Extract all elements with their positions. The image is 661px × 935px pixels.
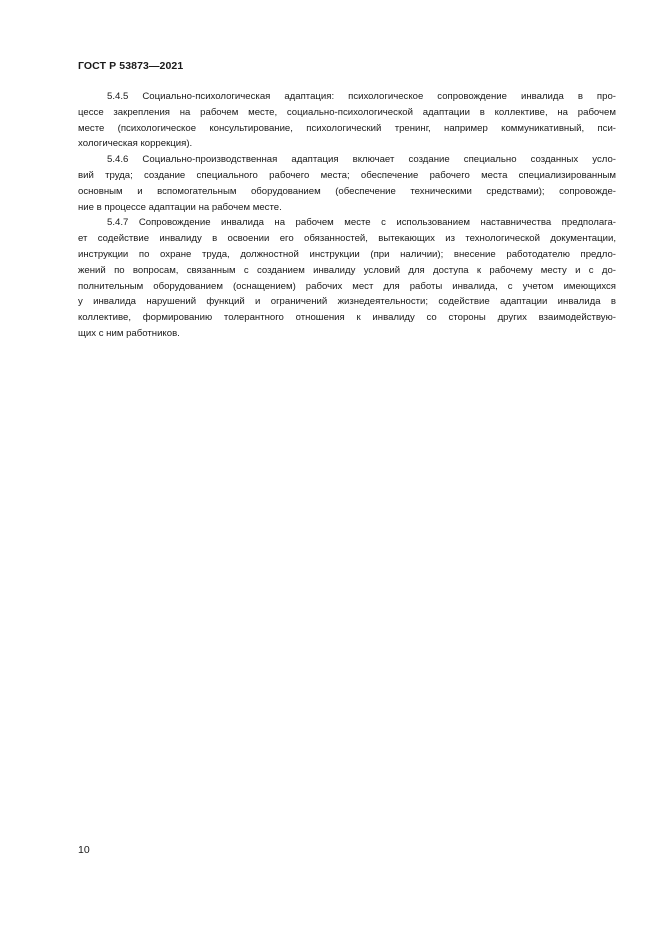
paragraph-line: щих с ним работников. bbox=[78, 327, 180, 339]
paragraph-line: жений по вопросам, связанным с созданием инвалиду условий для доступа к рабочему месту и с до- bbox=[78, 264, 616, 276]
paragraph-line: вий труда; создание специального рабочего места; обеспечение рабочего места специализированным bbox=[78, 169, 616, 181]
paragraph-line: инструкции по охране труда, должностной инструкции (при наличии); внесение работодателю предло- bbox=[78, 248, 616, 260]
paragraph-line: полнительным оборудованием (оснащением) рабочих мест для работы инвалида, с учетом имеющихся bbox=[78, 280, 616, 292]
paragraph-line: ет содействие инвалиду в освоении его обязанностей, вытекающих из технологической документации, bbox=[78, 233, 616, 245]
paragraph-line: 5.4.6 Социально-производственная адаптация включает создание специально созданных усло- bbox=[107, 154, 616, 166]
paragraph-5-4-5 bbox=[78, 89, 616, 152]
paragraph-line: ние в процессе адаптации на рабочем месте. bbox=[78, 201, 282, 213]
paragraph-line: хологическая коррекция). bbox=[78, 138, 193, 150]
page-number: 10 bbox=[78, 844, 90, 856]
paragraph-5-4-7 bbox=[78, 215, 616, 341]
paragraph-line: месте (психологическое консультирование, психологический тренинг, например коммуникативный, пси- bbox=[78, 122, 616, 134]
paragraph-line: основным и вспомогательным оборудованием (обеспечение техническими средствами); сопровожде- bbox=[78, 185, 616, 197]
paragraph-line: цессе закрепления на рабочем месте, социально-психологической адаптации в коллективе, на рабочем bbox=[78, 106, 616, 118]
paragraph-line: 5.4.7 Сопровождение инвалида на рабочем месте с использованием наставничества предполага- bbox=[107, 217, 616, 229]
paragraph-line: у инвалида нарушений функций и ограничений жизнедеятельности; содействие адаптации инвалида в bbox=[78, 296, 616, 308]
document-header: ГОСТ Р 53873—2021 bbox=[78, 60, 184, 72]
paragraph-5-4-6 bbox=[78, 152, 616, 215]
paragraph-line: коллективе, формированию толерантного отношения к инвалиду со стороны других взаимодействую- bbox=[78, 312, 616, 324]
document-body bbox=[78, 89, 616, 342]
paragraph-line: 5.4.5 Социально-психологическая адаптация: психологическое сопровождение инвалида в про- bbox=[107, 91, 616, 102]
